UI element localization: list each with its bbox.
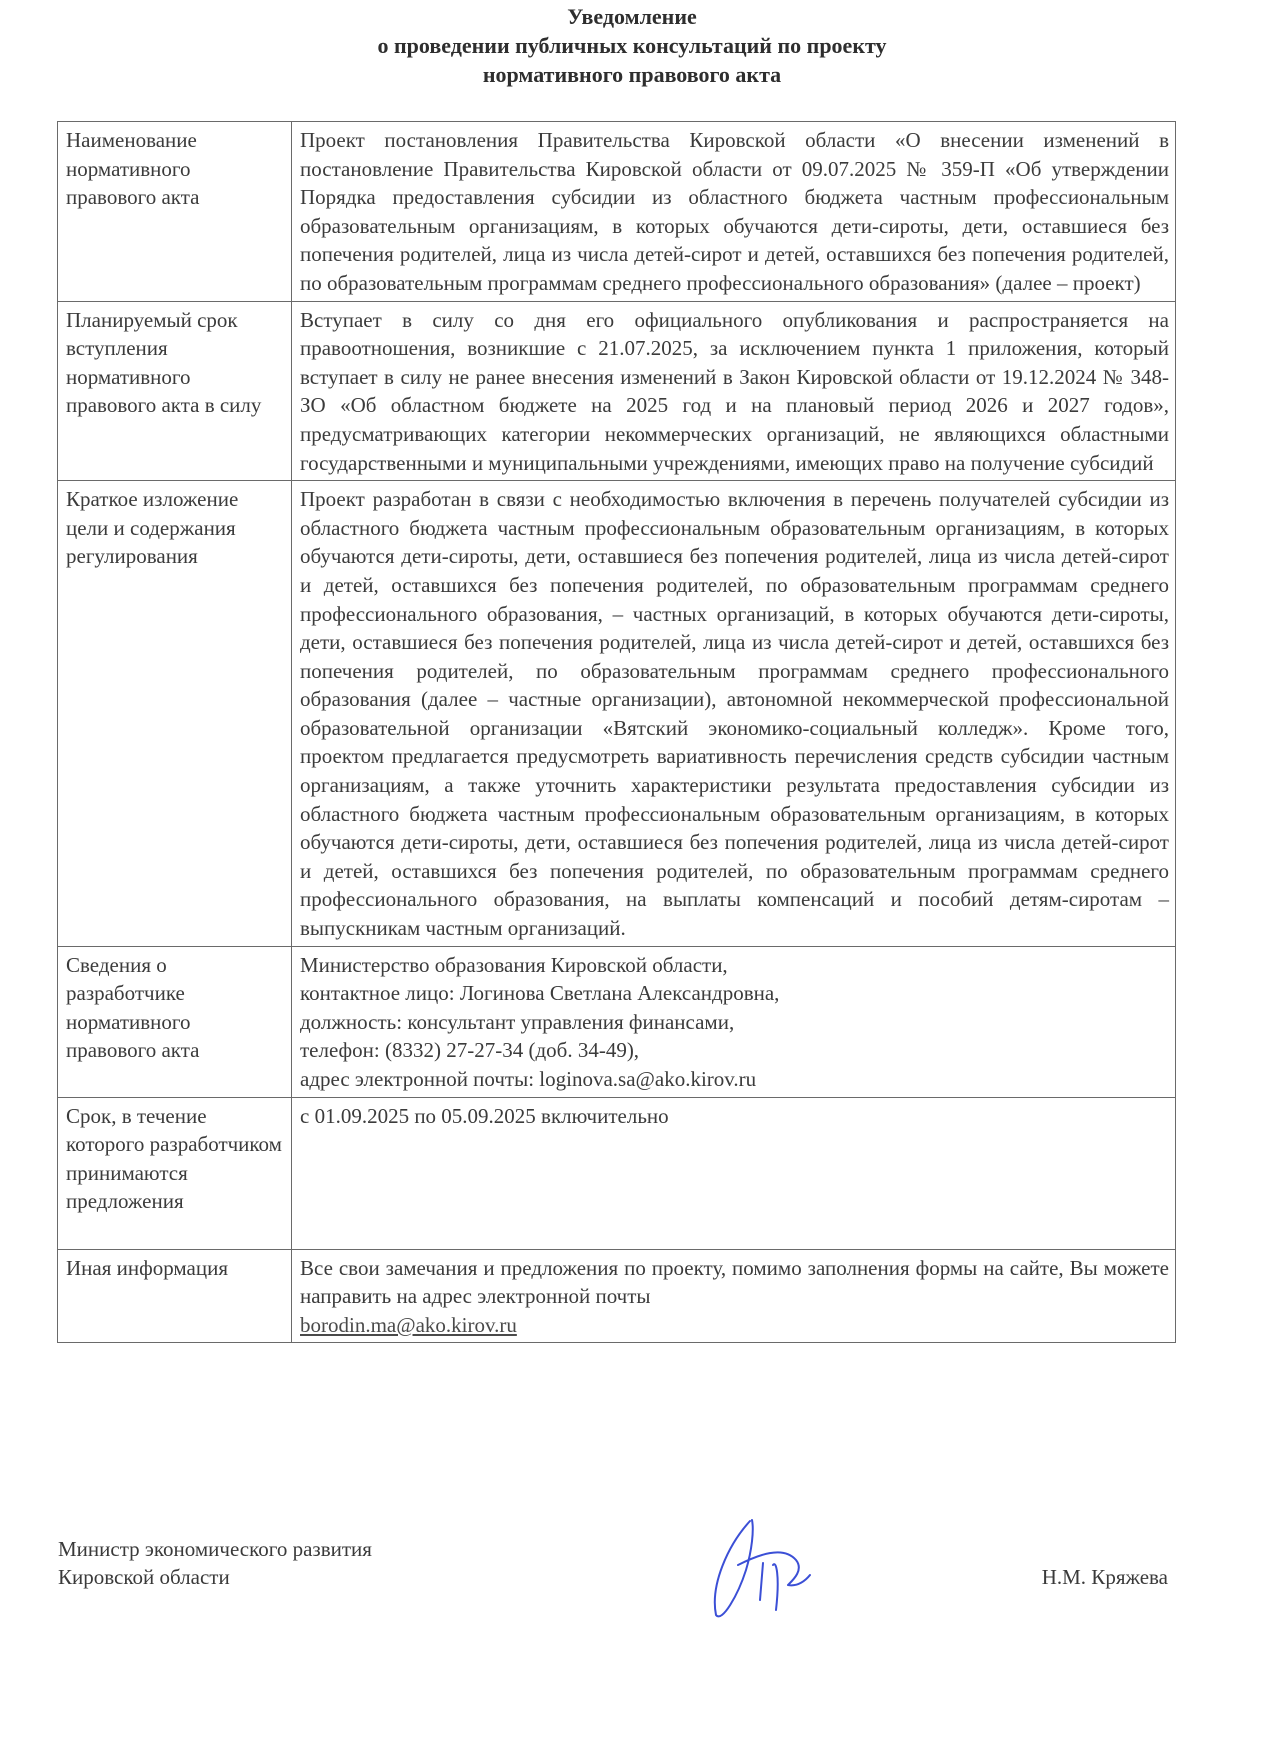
signer-title-line-1: Министр экономического развития bbox=[58, 1537, 372, 1561]
developer-org: Министерство образования Кировской области, bbox=[300, 952, 728, 977]
row-value: Проект разработан в связи с необходимостью включения в перечень получателей субсидии из областного бюджета частным профессиональным образовательным организациям, в которых обучаются дети-сироты, дети, оставшиеся без попечения родителей, лица из числа детей-сирот и детей, оставшихся без попечения родителей, по образовательным программам среднего профессионального образования, – частных организаций, в которых обучаются дети-сироты, дети, оставшиеся без попечения родителей, лица из числа детей-сирот и детей, оставшихся без попечения родителей, по образовательным программам среднего профессионального образования (далее – частные организации), автономной некоммерческой профессиональной образовательной организации «Вятский экономико-социальный колледж». Кроме того, проектом предлагается предусмотреть вариативность перечисления средств субсидии частным организациям, а также уточнить характеристики результата предоставления субсидии из областного бюджета частным профессиональным образовательным организациям, в которых обучаются дети-сироты, дети, оставшиеся без попечения родителей, лица из числа детей-сирот и детей, оставшихся без попечения родителей, по образовательным программам среднего профессионального образования, на выплаты компенсаций и пособий детям-сиротам – выпускникам частным организаций. bbox=[292, 481, 1176, 947]
table-row-effective-date bbox=[58, 301, 1176, 481]
other-info-text: Все свои замечания и предложения по проекту, помимо заполнения формы на сайте, Вы можете направить на адрес электронной почты bbox=[300, 1255, 1169, 1309]
developer-position: должность: консультант управления финансами, bbox=[300, 1009, 735, 1034]
row-label: Иная информация bbox=[58, 1249, 292, 1343]
developer-contact: контактное лицо: Логинова Светлана Александровна, bbox=[300, 981, 780, 1006]
row-label: Наименование нормативного правового акта bbox=[58, 122, 292, 302]
developer-phone: телефон: (8332) 27-27-34 (доб. 34-49), bbox=[300, 1038, 640, 1063]
row-label: Краткое изложение цели и содержания регулирования bbox=[58, 481, 292, 947]
handwritten-signature-icon bbox=[688, 1515, 838, 1625]
title-line-2: о проведении публичных консультаций по проекту bbox=[377, 33, 887, 58]
table-row-act-name bbox=[58, 122, 1176, 302]
email-link[interactable]: borodin.ma@ako.kirov.ru bbox=[300, 1312, 517, 1337]
row-value: Проект постановления Правительства Кировской области «О внесении изменений в постановление Правительства Кировской области от 09.07.2025 № 359-П «Об утверждении Порядка предоставления субсидии из областного бюджета частным профессиональным образовательным организациям, в которых обучаются дети-сироты, дети, оставшиеся без попечения родителей, лица из числа детей-сирот и детей, оставшихся без попечения родителей, по образовательным программам среднего профессионального образования» (далее – проект) bbox=[292, 122, 1176, 302]
developer-email: адрес электронной почты: loginova.sa@ako.kirov.ru bbox=[300, 1067, 757, 1091]
page-title bbox=[0, 2, 1264, 89]
title-line-3: нормативного правового акта bbox=[482, 62, 782, 87]
table-row-summary bbox=[58, 481, 1176, 947]
row-label: Планируемый срок вступления нормативного правового акта в силу bbox=[58, 301, 292, 481]
table-row-other-info bbox=[58, 1249, 1176, 1343]
notice-table bbox=[57, 121, 1176, 1343]
signer-name: Н.М. Кряжева bbox=[1041, 1565, 1168, 1589]
signer-title bbox=[58, 1535, 372, 1591]
title-line-1: Уведомление bbox=[567, 4, 697, 29]
signer-title-line-2: Кировской области bbox=[58, 1565, 230, 1589]
row-value: Вступает в силу со дня его официального опубликования и распространяется на правоотношения, возникшие с 21.07.2025, за исключением пункта 1 приложения, который вступает в силу не ранее внесения изменений в Закон Кировской области от 19.12.2024 № 348-ЗО «Об областном бюджете на 2025 год и на плановый период 2026 и 2027 годов», предусматривающих категории некоммерческих организаций, не являющихся областными государственными и муниципальными учреждениями, имеющих право на получение субсидий bbox=[292, 301, 1176, 481]
table-row-developer bbox=[58, 946, 1176, 1097]
row-label: Сведения о разработчике нормативного правового акта bbox=[58, 946, 292, 1097]
row-value: с 01.09.2025 по 05.09.2025 включительно bbox=[292, 1097, 1176, 1249]
row-value bbox=[292, 1249, 1176, 1343]
table-row-deadline bbox=[58, 1097, 1176, 1249]
row-value bbox=[292, 946, 1176, 1097]
row-label: Срок, в течение которого разработчиком принимаются предложения bbox=[58, 1097, 292, 1249]
